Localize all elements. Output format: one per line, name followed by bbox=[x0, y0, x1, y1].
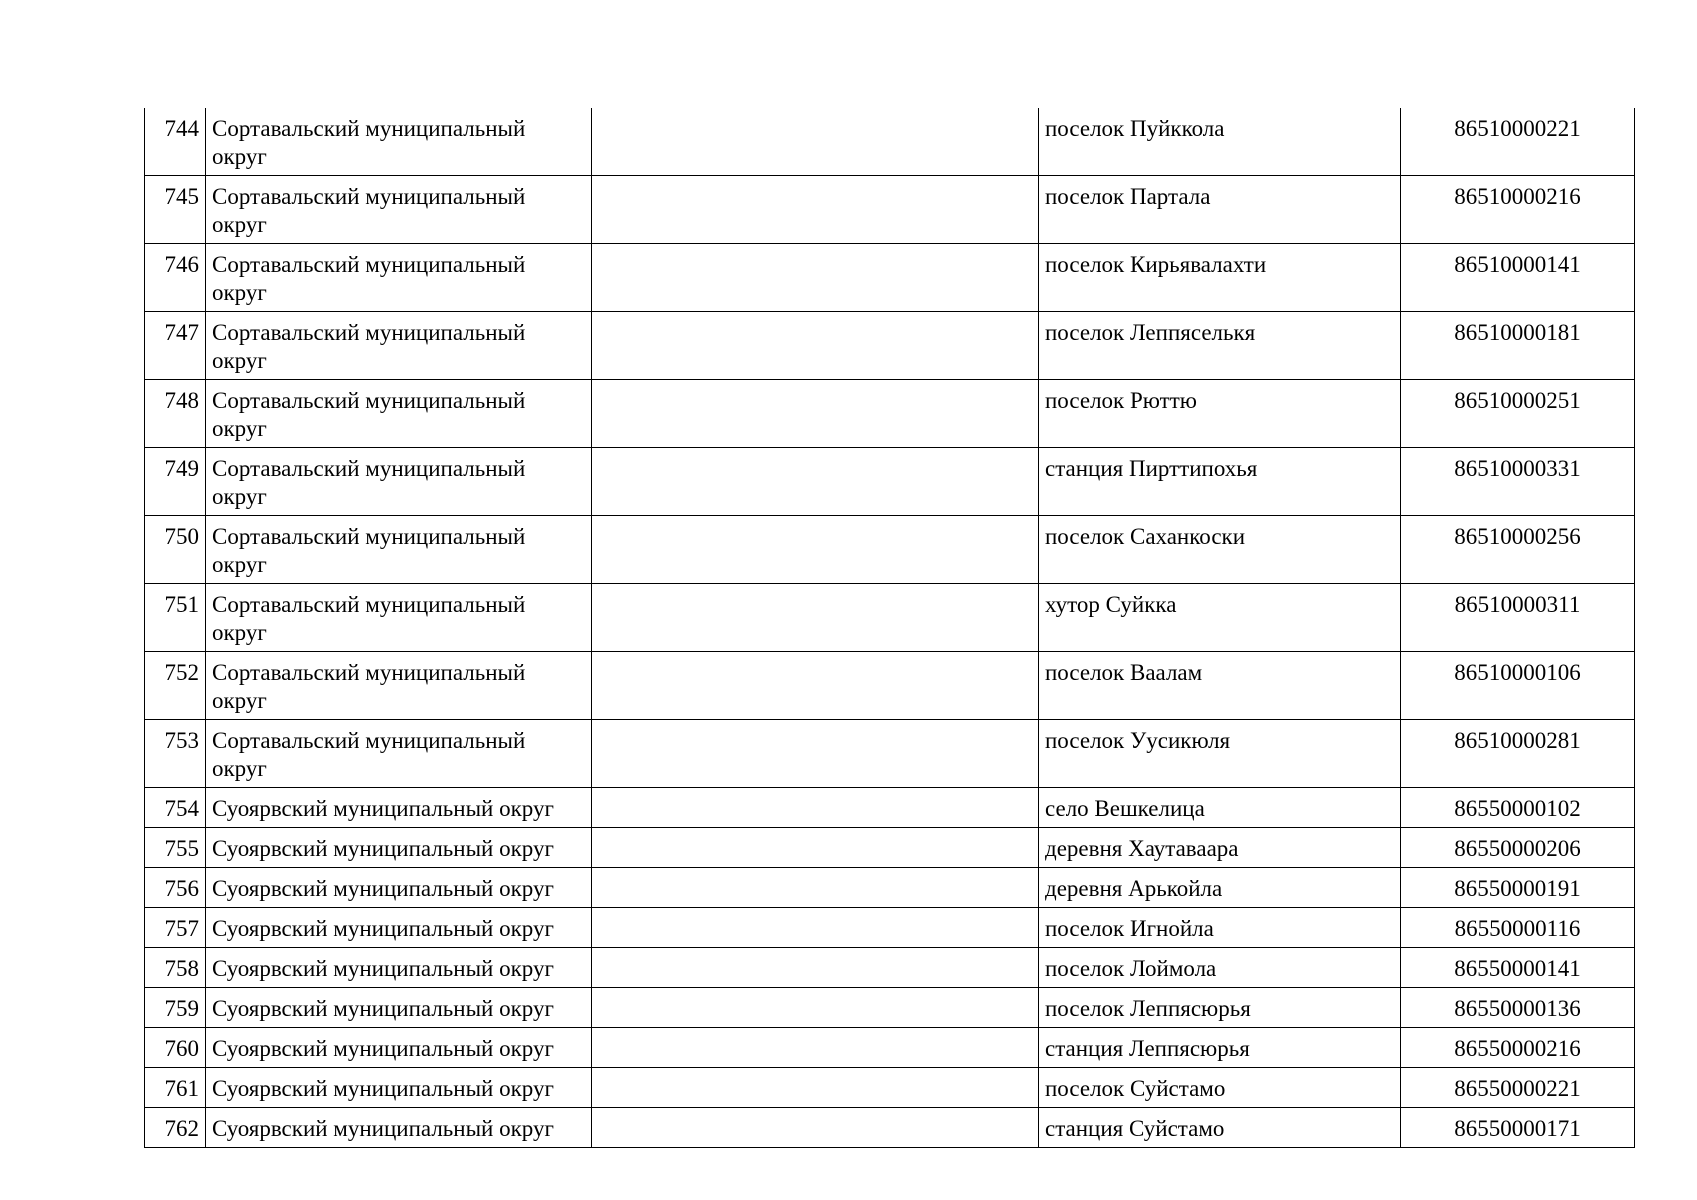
row-number: 745 bbox=[145, 176, 206, 244]
district-name: Сортавальский муниципальный округ bbox=[206, 380, 592, 448]
district-name: Сортавальский муниципальный округ bbox=[206, 720, 592, 788]
row-number: 758 bbox=[145, 948, 206, 988]
district-name: Суоярвский муниципальный округ bbox=[206, 1068, 592, 1108]
oktmo-code: 86550000102 bbox=[1401, 788, 1635, 828]
table-row bbox=[145, 380, 1635, 448]
district-name: Суоярвский муниципальный округ bbox=[206, 948, 592, 988]
district-name: Суоярвский муниципальный округ bbox=[206, 1108, 592, 1148]
district-name: Суоярвский муниципальный округ bbox=[206, 868, 592, 908]
oktmo-code: 86510000256 bbox=[1401, 516, 1635, 584]
district-name: Сортавальский муниципальный округ bbox=[206, 244, 592, 312]
oktmo-code: 86510000331 bbox=[1401, 448, 1635, 516]
empty-cell bbox=[592, 948, 1039, 988]
settlement-name: станция Суйстамо bbox=[1039, 1108, 1401, 1148]
empty-cell bbox=[592, 720, 1039, 788]
table-row bbox=[145, 516, 1635, 584]
oktmo-code: 86510000181 bbox=[1401, 312, 1635, 380]
table-row bbox=[145, 176, 1635, 244]
oktmo-code: 86510000141 bbox=[1401, 244, 1635, 312]
empty-cell bbox=[592, 1108, 1039, 1148]
district-name: Сортавальский муниципальный округ bbox=[206, 108, 592, 176]
row-number: 750 bbox=[145, 516, 206, 584]
row-number: 760 bbox=[145, 1028, 206, 1068]
row-number: 744 bbox=[145, 108, 206, 176]
table-row bbox=[145, 788, 1635, 828]
settlement-name: поселок Саханкоски bbox=[1039, 516, 1401, 584]
settlement-name: поселок Леппяселькя bbox=[1039, 312, 1401, 380]
row-number: 752 bbox=[145, 652, 206, 720]
district-name: Сортавальский муниципальный округ bbox=[206, 584, 592, 652]
empty-cell bbox=[592, 448, 1039, 516]
empty-cell bbox=[592, 788, 1039, 828]
settlement-name: деревня Хаутаваара bbox=[1039, 828, 1401, 868]
oktmo-code: 86550000171 bbox=[1401, 1108, 1635, 1148]
table-row bbox=[145, 1108, 1635, 1148]
settlements-table bbox=[144, 108, 1635, 1148]
empty-cell bbox=[592, 1068, 1039, 1108]
table-row bbox=[145, 1028, 1635, 1068]
settlement-name: поселок Пуйккола bbox=[1039, 108, 1401, 176]
district-name: Сортавальский муниципальный округ bbox=[206, 176, 592, 244]
oktmo-code: 86550000191 bbox=[1401, 868, 1635, 908]
settlement-name: поселок Леппясюрья bbox=[1039, 988, 1401, 1028]
table-row bbox=[145, 584, 1635, 652]
table-row bbox=[145, 868, 1635, 908]
table-row bbox=[145, 828, 1635, 868]
table-row bbox=[145, 1068, 1635, 1108]
empty-cell bbox=[592, 108, 1039, 176]
oktmo-code: 86510000221 bbox=[1401, 108, 1635, 176]
table-row bbox=[145, 720, 1635, 788]
row-number: 751 bbox=[145, 584, 206, 652]
oktmo-code: 86510000106 bbox=[1401, 652, 1635, 720]
oktmo-code: 86510000216 bbox=[1401, 176, 1635, 244]
empty-cell bbox=[592, 652, 1039, 720]
oktmo-code: 86510000281 bbox=[1401, 720, 1635, 788]
oktmo-code: 86510000311 bbox=[1401, 584, 1635, 652]
table-row bbox=[145, 312, 1635, 380]
settlement-name: поселок Игнойла bbox=[1039, 908, 1401, 948]
empty-cell bbox=[592, 380, 1039, 448]
row-number: 759 bbox=[145, 988, 206, 1028]
district-name: Суоярвский муниципальный округ bbox=[206, 1028, 592, 1068]
oktmo-code: 86550000116 bbox=[1401, 908, 1635, 948]
row-number: 753 bbox=[145, 720, 206, 788]
row-number: 754 bbox=[145, 788, 206, 828]
oktmo-code: 86550000216 bbox=[1401, 1028, 1635, 1068]
district-name: Суоярвский муниципальный округ bbox=[206, 908, 592, 948]
district-name: Сортавальский муниципальный округ bbox=[206, 516, 592, 584]
empty-cell bbox=[592, 176, 1039, 244]
settlement-name: село Вешкелица bbox=[1039, 788, 1401, 828]
settlement-name: станция Пирттипохья bbox=[1039, 448, 1401, 516]
row-number: 761 bbox=[145, 1068, 206, 1108]
empty-cell bbox=[592, 1028, 1039, 1068]
district-name: Сортавальский муниципальный округ bbox=[206, 312, 592, 380]
row-number: 757 bbox=[145, 908, 206, 948]
oktmo-code: 86510000251 bbox=[1401, 380, 1635, 448]
empty-cell bbox=[592, 584, 1039, 652]
empty-cell bbox=[592, 988, 1039, 1028]
oktmo-code: 86550000141 bbox=[1401, 948, 1635, 988]
table-row bbox=[145, 448, 1635, 516]
empty-cell bbox=[592, 312, 1039, 380]
row-number: 748 bbox=[145, 380, 206, 448]
settlement-name: поселок Суйстамо bbox=[1039, 1068, 1401, 1108]
oktmo-code: 86550000206 bbox=[1401, 828, 1635, 868]
district-name: Сортавальский муниципальный округ bbox=[206, 652, 592, 720]
settlement-name: деревня Арькойла bbox=[1039, 868, 1401, 908]
empty-cell bbox=[592, 828, 1039, 868]
settlement-name: поселок Лоймола bbox=[1039, 948, 1401, 988]
settlement-name: поселок Партала bbox=[1039, 176, 1401, 244]
row-number: 762 bbox=[145, 1108, 206, 1148]
oktmo-code: 86550000136 bbox=[1401, 988, 1635, 1028]
row-number: 747 bbox=[145, 312, 206, 380]
row-number: 756 bbox=[145, 868, 206, 908]
table-row bbox=[145, 244, 1635, 312]
settlement-name: поселок Рюттю bbox=[1039, 380, 1401, 448]
table-row bbox=[145, 948, 1635, 988]
district-name: Суоярвский муниципальный округ bbox=[206, 988, 592, 1028]
empty-cell bbox=[592, 868, 1039, 908]
table-row bbox=[145, 652, 1635, 720]
table-row bbox=[145, 908, 1635, 948]
settlement-name: хутор Суйкка bbox=[1039, 584, 1401, 652]
table-row bbox=[145, 108, 1635, 176]
empty-cell bbox=[592, 516, 1039, 584]
row-number: 746 bbox=[145, 244, 206, 312]
empty-cell bbox=[592, 908, 1039, 948]
district-name: Суоярвский муниципальный округ bbox=[206, 828, 592, 868]
empty-cell bbox=[592, 244, 1039, 312]
table-row bbox=[145, 988, 1635, 1028]
settlement-name: станция Леппясюрья bbox=[1039, 1028, 1401, 1068]
district-name: Суоярвский муниципальный округ bbox=[206, 788, 592, 828]
settlement-name: поселок Ваалам bbox=[1039, 652, 1401, 720]
oktmo-code: 86550000221 bbox=[1401, 1068, 1635, 1108]
settlement-name: поселок Кирьявалахти bbox=[1039, 244, 1401, 312]
district-name: Сортавальский муниципальный округ bbox=[206, 448, 592, 516]
row-number: 749 bbox=[145, 448, 206, 516]
row-number: 755 bbox=[145, 828, 206, 868]
settlement-name: поселок Уусикюля bbox=[1039, 720, 1401, 788]
